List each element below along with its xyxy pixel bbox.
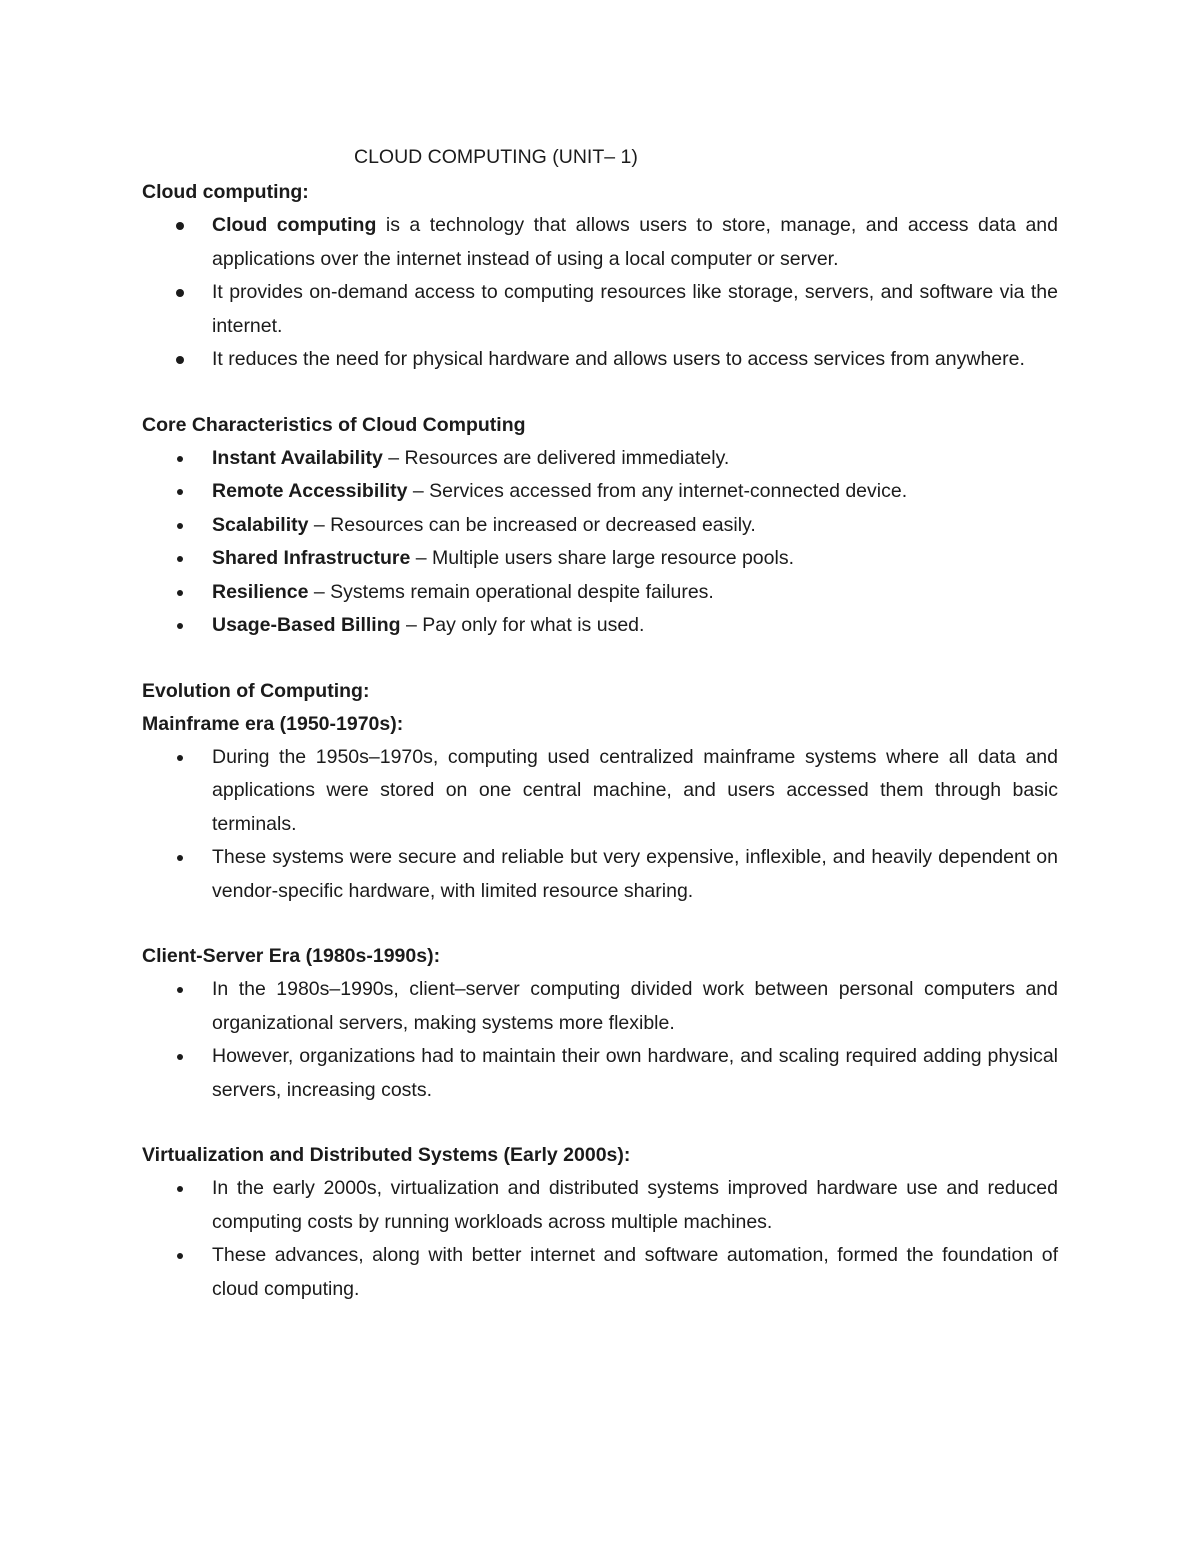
list-item: [142, 442, 1058, 476]
list-item: [142, 576, 1058, 610]
cloud-computing-list: [142, 209, 1058, 377]
bullet-icon: [176, 289, 184, 297]
section-heading-evolution: Evolution of Computing:: [142, 679, 370, 702]
bullet-icon: [177, 489, 183, 495]
bullet-icon: [177, 523, 183, 529]
item-bold-term: Remote Accessibility: [212, 480, 408, 502]
bullet-icon: [177, 755, 183, 761]
list-item: [142, 741, 1058, 842]
item-text: It reduces the need for physical hardware and allows users to access services from anywhere.: [212, 348, 1025, 370]
bullet-icon: [177, 556, 183, 562]
client-server-list: [142, 973, 1058, 1107]
list-item: [142, 1172, 1058, 1239]
item-bold-term: Instant Availability: [212, 446, 383, 469]
list-item: [142, 609, 1058, 643]
bullet-icon: [177, 590, 183, 596]
list-item: [142, 276, 1058, 343]
spacer: [142, 1107, 1058, 1139]
item-text: – Resources can be increased or decreased easily.: [308, 513, 756, 536]
core-characteristics-list: [142, 442, 1058, 643]
bullet-icon: [176, 222, 184, 230]
item-text: – Services accessed from any internet-connected device.: [407, 480, 908, 502]
spacer: [142, 643, 1058, 675]
item-text: However, organizations had to maintain their own hardware, and scaling required adding physical servers, increasing costs.: [212, 1045, 1058, 1101]
bullet-icon: [177, 623, 183, 629]
list-item: [142, 509, 1058, 543]
list-item: [142, 343, 1058, 377]
item-text: In the early 2000s, virtualization and distributed systems improved hardware use and reduced computing costs by running workloads across multiple machines.: [212, 1177, 1058, 1233]
bullet-icon: [177, 456, 183, 462]
virtualization-list: [142, 1172, 1058, 1306]
item-bold-term: Usage-Based Billing: [212, 614, 401, 636]
item-text: – Multiple users share large resource pools.: [410, 547, 794, 569]
section-heading-core-characteristics: Core Characteristics of Cloud Computing: [142, 413, 526, 436]
spacer: [142, 908, 1058, 940]
item-text: In the 1980s–1990s, client–server computing divided work between personal computers and organizational servers, making systems more flexible.: [212, 978, 1058, 1034]
subsection-heading-virtualization: Virtualization and Distributed Systems (Early 2000s):: [142, 1144, 631, 1166]
item-bold-term: Scalability: [212, 513, 309, 536]
bullet-icon: [177, 1054, 183, 1060]
item-text: – Systems remain operational despite failures.: [308, 580, 714, 603]
subsection-heading-client-server: Client-Server Era (1980s-1990s):: [142, 945, 441, 967]
item-bold-term: Cloud computing: [212, 214, 377, 236]
item-text: – Pay only for what is used.: [400, 614, 645, 636]
bullet-icon: [176, 356, 184, 364]
item-text: is a technology that allows users to store, manage, and access data and applications over the internet instead of using a local computer or server.: [212, 214, 1058, 270]
item-text: These systems were secure and reliable but very expensive, inflexible, and heavily dependent on vendor-specific hardware, with limited resource sharing.: [212, 846, 1058, 902]
bullet-icon: [177, 855, 183, 861]
list-item: [142, 209, 1058, 276]
spacer: [142, 377, 1058, 409]
item-text: – Resources are delivered immediately.: [382, 446, 730, 469]
item-bold-term: Resilience: [212, 580, 309, 603]
item-text: These advances, along with better internet and software automation, formed the foundation of cloud computing.: [212, 1244, 1058, 1300]
list-item: [142, 841, 1058, 908]
document-title: CLOUD COMPUTING (UNIT– 1): [354, 146, 638, 168]
bullet-icon: [177, 1186, 183, 1192]
bullet-icon: [177, 987, 183, 993]
list-item: [142, 1239, 1058, 1306]
list-item: [142, 475, 1058, 509]
subsection-heading-mainframe: Mainframe era (1950-1970s):: [142, 712, 404, 735]
mainframe-list: [142, 741, 1058, 909]
item-text: It provides on-demand access to computing resources like storage, servers, and software via the internet.: [212, 281, 1058, 337]
section-heading-cloud-computing: Cloud computing:: [142, 181, 309, 203]
item-text: During the 1950s–1970s, computing used centralized mainframe systems where all data and applications were stored on one central machine, and users accessed them through basic terminals.: [212, 745, 1058, 835]
item-bold-term: Shared Infrastructure: [212, 547, 411, 569]
list-item: [142, 542, 1058, 576]
list-item: [142, 973, 1058, 1040]
list-item: [142, 1040, 1058, 1107]
document-page: [142, 142, 1058, 1306]
bullet-icon: [177, 1253, 183, 1259]
